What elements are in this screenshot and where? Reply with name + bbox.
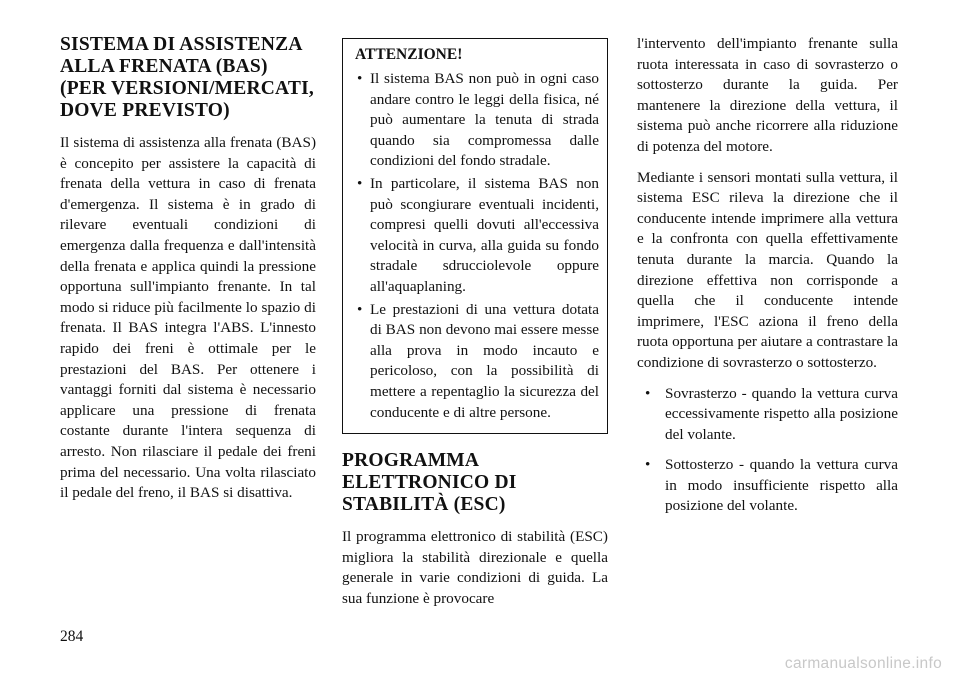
warning-item: • In particolare, il sistema BAS non può scongiurare eventuali incidenti, compresi quelli dovuti all'eccessiva velocità in curva, alla guida su fondo stradale sdrucciolevole oppure all'aquaplaning. bbox=[355, 174, 599, 298]
warning-item: • Le prestazioni di una vettura dotata di BAS non devono mai essere messe alla prova in modo incauto e pericoloso, con la possibilità di mettere a repentaglio la sicurezza del conducente e di altre persone. bbox=[355, 300, 599, 424]
steering-list bbox=[637, 384, 898, 518]
page-number: 284 bbox=[60, 628, 84, 645]
right-column bbox=[637, 34, 898, 527]
warning-item: • Il sistema BAS non può in ogni caso andare contro le leggi della fisica, né può aumentare la tenuta di strada quando sia compromessa dalle condizioni del fondo stradale. bbox=[355, 69, 599, 172]
bas-paragraph: Il sistema di assistenza alla frenata (BAS) è concepito per assistere la capacità di frenata della vettura in caso di frenata d'emergenza. Il sistema è in grado di rilevare eventuali condizioni di emergenza dalla frequenza e dall'intensità della frenata e applica quindi la pressione opportuna sull'impianto frenante. In tal modo si riduce più facilmente lo spazio di frenata. Il BAS integra l'ABS. L'innesto rapido dei freni è ottimale per le prestazioni del BAS. Per ottenere i vantaggi forniti dal sistema è necessario applicare una pressione di frenata costante durante l'intera sequenza di arresto. Non rilasciare il pedale dei freni prima del necessario. Una volta rilasciato il pedale del freno, il BAS si disattiva. bbox=[60, 134, 316, 502]
esc-sensors-paragraph: Mediante i sensori montati sulla vettura, il sistema ESC rileva la direzione che il conducente intende imprimere alla vettura e la confronta con quella effettivamente tenuta durante la marcia. Quando la direzione effettiva non corrisponde a quella che il conducente intende imprimere, l'ESC aziona il freno della ruota opportuna per aiutare a contrastare la condizione di sovrasterzo o sottosterzo. bbox=[637, 168, 898, 371]
understeer-item: • Sottosterzo - quando la vettura curva in modo insufficiente rispetto alla posizione del volante. bbox=[637, 455, 898, 517]
oversteer-item: • Sovrasterzo - quando la vettura curva eccessivamente rispetto alla posizione del volante. bbox=[637, 384, 898, 446]
warning-title: ATTENZIONE! bbox=[355, 46, 463, 63]
esc-heading: PROGRAMMA ELETTRONICO DI STABILITÀ (ESC) bbox=[342, 450, 517, 516]
middle-column bbox=[342, 34, 608, 619]
esc-paragraph-continued: l'intervento dell'impianto frenante sulla ruota interessata in caso di sovrasterzo o sottosterzo durante la guida. Per mantenere la direzione della vettura, il sistema può anche ricorrere alla riduzione di potenza del motore. bbox=[637, 35, 898, 155]
watermark: carmanualsonline.info bbox=[784, 655, 942, 672]
warning-list bbox=[355, 69, 599, 423]
esc-paragraph: Il programma elettronico di stabilità (ESC) migliora la stabilità direzionale e quella generale in varie condizioni di guida. La sua funzione è provocare bbox=[342, 528, 608, 607]
warning-box bbox=[342, 38, 608, 434]
bas-heading: SISTEMA DI ASSISTENZA ALLA FRENATA (BAS) (PER VERSIONI/MERCATI, DOVE PREVISTO) bbox=[60, 34, 314, 121]
left-column bbox=[60, 34, 316, 514]
